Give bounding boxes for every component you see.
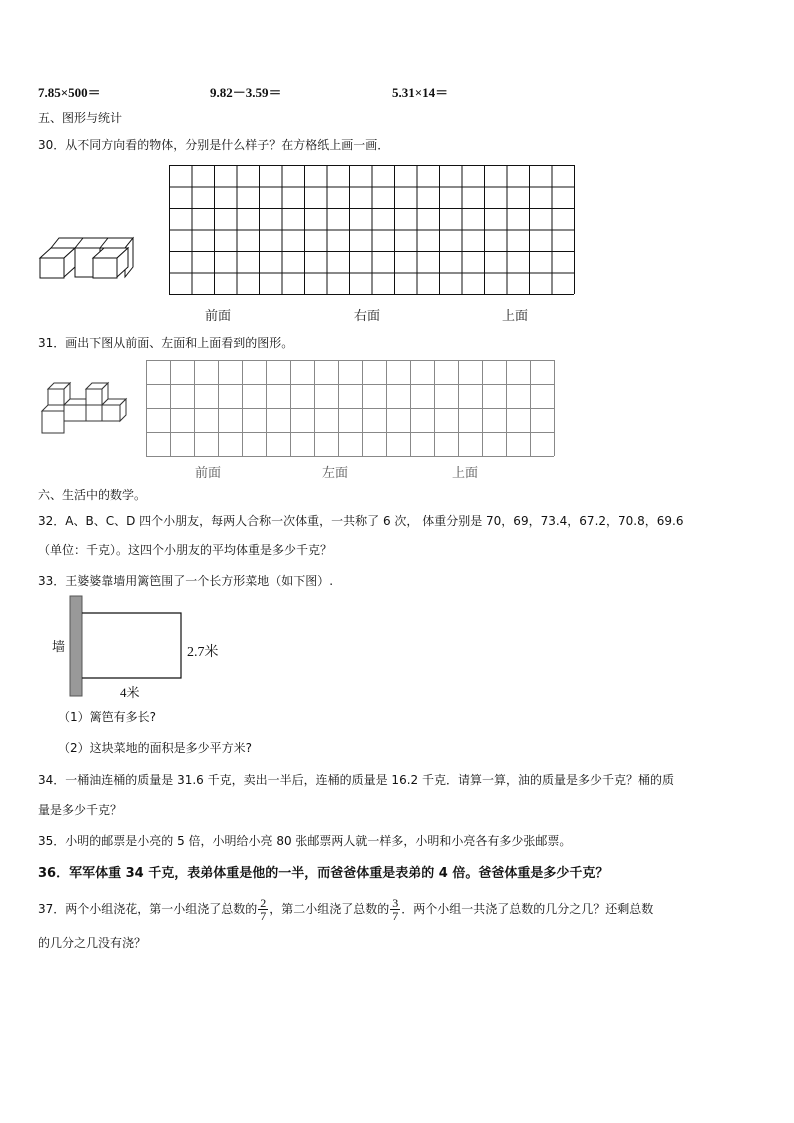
calc-3: 5.31×14＝	[392, 85, 449, 100]
question-32-line1: 32．A、B、C、D 四个小朋友，每两人合称一次体重，一共称了 6 次， 体重分别是 70，69，73.4，67.2，70.8，69.6	[38, 514, 684, 528]
question-34-line2: 量是多少千克？	[38, 803, 123, 817]
q30-label-top: 上面	[502, 309, 529, 324]
question-31: 31．画出下图从前面、左面和上面看到的图形。	[38, 336, 294, 350]
q31-label-top: 上面	[452, 466, 479, 481]
question-30: 30．从不同方向看的物体，分别是什么样子？在方格纸上画一画．	[38, 138, 390, 152]
q37-frac2-numerator: 3	[392, 896, 399, 910]
q31-cube-figure	[38, 381, 132, 435]
q37-frac1-denominator: 7	[260, 909, 267, 923]
question-37-line2: 的几分之几没有浇？	[38, 936, 147, 950]
calc-1: 7.85×500＝	[38, 85, 101, 100]
question-33: 33．王婆婆靠墙用篱笆围了一个长方形菜地（如下图）.	[38, 574, 334, 588]
q30-grid-paper[interactable]	[169, 165, 574, 295]
q33-wall-label: 墙	[52, 640, 66, 655]
question-36: 36．军军体重 34 千克，表弟体重是他的一半，而爸爸体重是表弟的 4 倍。爸爸体重是多少千克？	[38, 866, 609, 881]
calc-2: 9.82－3.59＝	[210, 85, 282, 100]
q33-garden-diagram	[70, 596, 182, 696]
q31-label-front: 前面	[195, 466, 222, 481]
q30-cube-figure	[38, 232, 136, 280]
q37-fraction-1	[258, 897, 268, 922]
q33-height-label: 2.7米	[187, 645, 219, 660]
q37-part1: 37．两个小组浇花，第一小组浇了总数的	[38, 902, 258, 916]
question-37-line1	[38, 894, 653, 924]
question-34-line1: 34．一桶油连桶的质量是 31.6 千克，卖出一半后，连桶的质量是 16.2 千克．请算一算，油的质量是多少千克？桶的质	[38, 773, 674, 787]
question-33-sub1: （1）篱笆有多长?	[58, 710, 157, 724]
q33-width-label: 4米	[120, 685, 140, 700]
q37-frac2-denominator: 7	[392, 909, 399, 923]
section-6-heading: 六、生活中的数学。	[38, 488, 147, 502]
q30-label-right: 右面	[354, 309, 381, 324]
q31-label-left: 左面	[322, 466, 349, 481]
question-35: 35．小明的邮票是小亮的 5 倍，小明给小亮 80 张邮票两人就一样多，小明和小亮各有多少张邮票。	[38, 834, 572, 848]
question-32-line2: （单位：千克）。这四个小朋友的平均体重是多少千克？	[38, 543, 333, 557]
question-33-sub2: （2）这块菜地的面积是多少平方米?	[58, 741, 253, 755]
q30-label-front: 前面	[205, 309, 232, 324]
q31-grid-paper[interactable]	[146, 360, 554, 457]
q37-fraction-2	[390, 897, 400, 922]
q37-part2: ，第二小组浇了总数的	[269, 902, 390, 916]
q37-part3: ．两个小组一共浇了总数的几分之几？还剩总数	[401, 902, 654, 916]
q37-frac1-numerator: 2	[260, 896, 267, 910]
section-5-heading: 五、图形与统计	[38, 111, 123, 125]
